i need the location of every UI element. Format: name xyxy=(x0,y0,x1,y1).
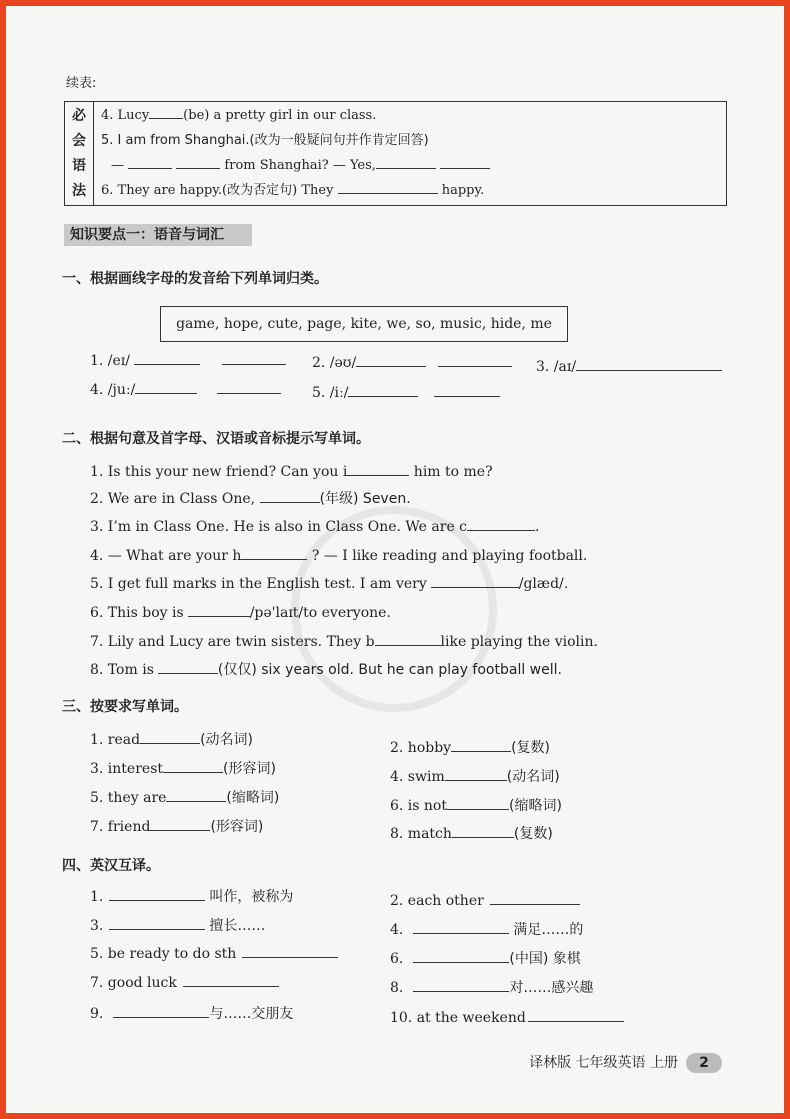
p3-q5: 5. they are (缩略词) xyxy=(90,787,279,807)
p2-q4: 4. — What are your h ? — I like reading and playing football. xyxy=(90,545,587,564)
p3-q1: 1. read (动名词) xyxy=(90,729,253,749)
p2-q2: 2. We are in Class One, (年级) Seven. xyxy=(90,488,411,508)
footer-text: 译林版 七年级英语 上册 xyxy=(529,1055,678,1071)
p4-q7: 7. good luck xyxy=(90,972,279,991)
p3-q7: 7. friend (形容词) xyxy=(90,816,263,836)
grammar-side-label: 必 会 语 法 xyxy=(65,102,94,206)
p4-q4: 4. 满足……的 xyxy=(390,919,583,939)
p1-item-2: 2. /əʊ/ xyxy=(312,352,512,371)
p4-q10: 10. at the weekend xyxy=(390,1007,624,1026)
p3-q6: 6. is not (缩略词) xyxy=(390,795,562,815)
p3-q8: 8. match (复数) xyxy=(390,823,553,843)
grammar-row-5b: — from Shanghai? — Yes, xyxy=(95,153,725,178)
p4-q9: 9. 与……交朋友 xyxy=(90,1003,293,1023)
p4-q5: 5. be ready to do sth xyxy=(90,943,338,962)
p2-q7: 7. Lily and Lucy are twin sisters. They b like playing the violin. xyxy=(90,631,598,650)
p2-q6: 6. This boy is /pə'laɪt/to everyone. xyxy=(90,602,391,621)
p4-q1: 1. 叫作，被称为 xyxy=(90,886,293,906)
part2-title: 二、根据句意及首字母、汉语或音标提示写单词。 xyxy=(62,431,370,447)
p3-q4: 4. swim (动名词) xyxy=(390,766,560,786)
footer xyxy=(529,1052,722,1073)
p4-q8: 8. 对……感兴趣 xyxy=(390,977,593,997)
p4-q3: 3. 擅长…… xyxy=(90,915,265,935)
section-heading: 知识要点一：语音与词汇 xyxy=(64,224,252,246)
p3-q2: 2. hobby (复数) xyxy=(390,737,550,757)
p2-q1: 1. Is this your new friend? Can you i him to me? xyxy=(90,461,493,480)
word-box: game, hope, cute, page, kite, we, so, music, hide, me xyxy=(160,306,568,342)
p1-item-5: 5. /iː/ xyxy=(312,382,500,401)
p4-q6: 6. (中国) 象棋 xyxy=(390,948,581,968)
part1-title: 一、根据画线字母的发音给下列单词归类。 xyxy=(62,271,328,287)
part4-title: 四、英汉互译。 xyxy=(62,858,160,874)
p2-q5: 5. I get full marks in the English test. I am very /glæd/. xyxy=(90,573,568,592)
p4-q2: 2. each other xyxy=(390,890,580,909)
part3-title: 三、按要求写单词。 xyxy=(62,699,188,715)
p2-q8: 8. Tom is (仅仅) six years old. But he can play football well. xyxy=(90,659,562,679)
page-number: 2 xyxy=(686,1053,722,1073)
grammar-row-5: 5. I am from Shanghai.(改为一般疑问句并作肯定回答) xyxy=(101,133,429,148)
grammar-row-4: 4. Lucy (be) a pretty girl in our class. xyxy=(95,103,725,128)
grammar-row-6: 6. They are happy.(改为否定句) They happy. xyxy=(95,178,725,203)
continued-label: 续表: xyxy=(66,76,97,91)
p1-item-4: 4. /juː/ xyxy=(90,379,281,398)
page xyxy=(6,6,784,1113)
p3-q3: 3. interest (形容词) xyxy=(90,758,276,778)
p1-item-3: 3. /aɪ/ xyxy=(536,356,722,375)
grammar-table xyxy=(64,101,727,206)
p1-item-1: 1. /eɪ/ xyxy=(90,350,286,369)
p2-q3: 3. I’m in Class One. He is also in Class One. We are c . xyxy=(90,516,539,535)
grammar-rows xyxy=(94,102,727,206)
